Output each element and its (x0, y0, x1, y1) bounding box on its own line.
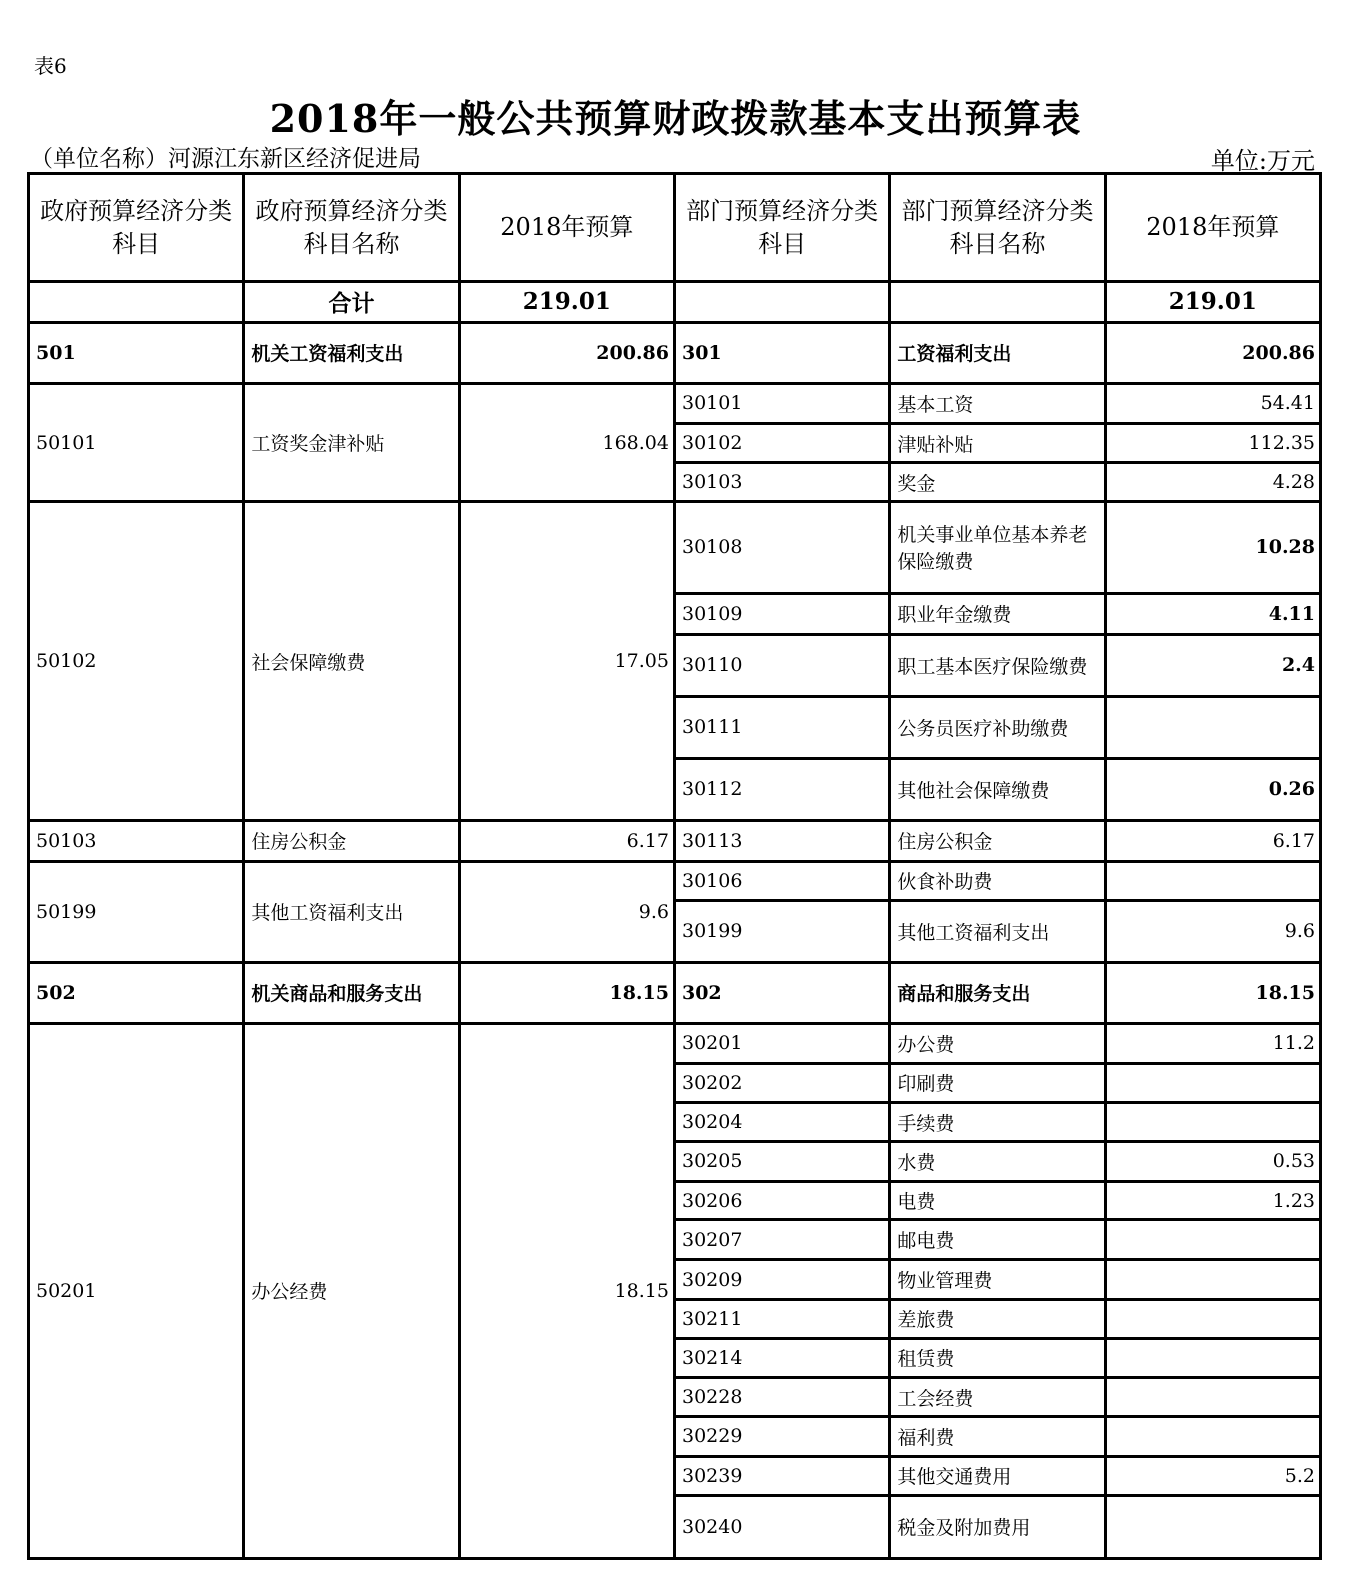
gov-code: 501 (29, 322, 244, 383)
dept-amount (1105, 1338, 1320, 1378)
dept-code: 302 (674, 962, 889, 1023)
dept-name: 住房公积金 (890, 821, 1105, 862)
dept-amount: 0.26 (1105, 758, 1320, 820)
dept-amount (1105, 861, 1320, 900)
dept-code: 30109 (674, 593, 889, 634)
dept-code: 30103 (674, 463, 889, 502)
dept-amount (1105, 1260, 1320, 1300)
dept-code: 30240 (674, 1495, 889, 1558)
table-row (29, 383, 1321, 423)
dept-code: 30214 (674, 1338, 889, 1378)
dept-name: 邮电费 (890, 1220, 1105, 1260)
dept-code: 30101 (674, 383, 889, 423)
dept-name: 津贴补贴 (890, 423, 1105, 463)
gov-name: 工资奖金津补贴 (244, 383, 459, 501)
header-gov-name: 政府预算经济分类科目名称 (244, 174, 459, 282)
total-label: 合计 (244, 282, 459, 323)
gov-amount: 18.15 (459, 1023, 674, 1558)
dept-name: 职业年金缴费 (890, 593, 1105, 634)
gov-code: 502 (29, 962, 244, 1023)
dept-name: 办公费 (890, 1023, 1105, 1063)
total-blank (890, 282, 1105, 323)
dept-name: 福利费 (890, 1417, 1105, 1457)
dept-name: 印刷费 (890, 1063, 1105, 1103)
header-dept-amount: 2018年预算 (1105, 174, 1320, 282)
dept-code: 30209 (674, 1260, 889, 1300)
dept-amount (1105, 1378, 1320, 1417)
dept-code: 30202 (674, 1063, 889, 1103)
dept-amount (1105, 1495, 1320, 1558)
category-row (29, 322, 1321, 383)
dept-amount (1105, 696, 1320, 758)
header-gov-code: 政府预算经济分类科目 (29, 174, 244, 282)
dept-code: 30108 (674, 502, 889, 594)
gov-amount: 200.86 (459, 322, 674, 383)
gov-name: 住房公积金 (244, 821, 459, 862)
dept-code: 30111 (674, 696, 889, 758)
gov-code: 50199 (29, 861, 244, 962)
dept-amount: 5.2 (1105, 1456, 1320, 1495)
dept-name: 其他工资福利支出 (890, 900, 1105, 962)
dept-amount (1105, 1220, 1320, 1260)
dept-amount: 4.28 (1105, 463, 1320, 502)
gov-amount: 168.04 (459, 383, 674, 501)
dept-name: 其他社会保障缴费 (890, 758, 1105, 820)
dept-name: 奖金 (890, 463, 1105, 502)
dept-amount (1105, 1299, 1320, 1338)
gov-code: 50101 (29, 383, 244, 501)
gov-name: 办公经费 (244, 1023, 459, 1558)
total-blank (674, 282, 889, 323)
dept-name: 公务员医疗补助缴费 (890, 696, 1105, 758)
dept-code: 30229 (674, 1417, 889, 1457)
dept-name: 差旅费 (890, 1299, 1105, 1338)
dept-code: 30204 (674, 1103, 889, 1142)
header-gov-amount: 2018年预算 (459, 174, 674, 282)
gov-name: 机关工资福利支出 (244, 322, 459, 383)
dept-code: 30206 (674, 1181, 889, 1220)
dept-name: 电费 (890, 1181, 1105, 1220)
dept-name: 租赁费 (890, 1338, 1105, 1378)
dept-name: 基本工资 (890, 383, 1105, 423)
dept-name: 伙食补助费 (890, 861, 1105, 900)
gov-amount: 18.15 (459, 962, 674, 1023)
dept-amount: 4.11 (1105, 593, 1320, 634)
page-title: 2018年一般公共预算财政拨款基本支出预算表 (269, 96, 1082, 141)
gov-name: 机关商品和服务支出 (244, 962, 459, 1023)
dept-code: 30199 (674, 900, 889, 962)
dept-code: 301 (674, 322, 889, 383)
unit-label: 单位:万元 (1210, 147, 1315, 175)
dept-amount: 112.35 (1105, 423, 1320, 463)
table-row (29, 1023, 1321, 1063)
dept-amount: 0.53 (1105, 1141, 1320, 1181)
table-number: 表6 (34, 54, 67, 78)
dept-name: 水费 (890, 1141, 1105, 1181)
dept-amount: 6.17 (1105, 821, 1320, 862)
unit-name: （单位名称）河源江东新区经济促进局 (30, 146, 421, 172)
dept-amount: 200.86 (1105, 322, 1320, 383)
total-dept-amount: 219.01 (1105, 282, 1320, 323)
total-gov-amount: 219.01 (459, 282, 674, 323)
table-row (29, 861, 1321, 900)
dept-code: 30102 (674, 423, 889, 463)
dept-code: 30201 (674, 1023, 889, 1063)
dept-amount: 2.4 (1105, 634, 1320, 696)
dept-code: 30211 (674, 1299, 889, 1338)
dept-amount: 18.15 (1105, 962, 1320, 1023)
category-row (29, 962, 1321, 1023)
table-row (29, 502, 1321, 594)
dept-amount: 1.23 (1105, 1181, 1320, 1220)
dept-amount: 9.6 (1105, 900, 1320, 962)
gov-code: 50102 (29, 502, 244, 821)
dept-name: 其他交通费用 (890, 1456, 1105, 1495)
dept-code: 30207 (674, 1220, 889, 1260)
dept-amount: 54.41 (1105, 383, 1320, 423)
total-blank (29, 282, 244, 323)
gov-code: 50201 (29, 1023, 244, 1558)
gov-name: 社会保障缴费 (244, 502, 459, 821)
gov-amount: 9.6 (459, 861, 674, 962)
dept-name: 物业管理费 (890, 1260, 1105, 1300)
dept-amount: 11.2 (1105, 1023, 1320, 1063)
total-row (29, 282, 1321, 323)
gov-amount: 17.05 (459, 502, 674, 821)
dept-code: 30228 (674, 1378, 889, 1417)
dept-code: 30112 (674, 758, 889, 820)
dept-amount (1105, 1103, 1320, 1142)
dept-amount (1105, 1063, 1320, 1103)
header-dept-code: 部门预算经济分类科目 (674, 174, 889, 282)
dept-name: 手续费 (890, 1103, 1105, 1142)
header-row (29, 174, 1321, 282)
dept-code: 30239 (674, 1456, 889, 1495)
dept-code: 30205 (674, 1141, 889, 1181)
dept-name: 商品和服务支出 (890, 962, 1105, 1023)
gov-amount: 6.17 (459, 821, 674, 862)
dept-code: 30110 (674, 634, 889, 696)
gov-code: 50103 (29, 821, 244, 862)
dept-name: 职工基本医疗保险缴费 (890, 634, 1105, 696)
header-dept-name: 部门预算经济分类科目名称 (890, 174, 1105, 282)
dept-name: 工资福利支出 (890, 322, 1105, 383)
dept-code: 30106 (674, 861, 889, 900)
dept-code: 30113 (674, 821, 889, 862)
table-row (29, 821, 1321, 862)
dept-name: 工会经费 (890, 1378, 1105, 1417)
budget-table (27, 172, 1322, 1560)
dept-name: 机关事业单位基本养老保险缴费 (890, 502, 1105, 594)
gov-name: 其他工资福利支出 (244, 861, 459, 962)
dept-name: 税金及附加费用 (890, 1495, 1105, 1558)
dept-amount: 10.28 (1105, 502, 1320, 594)
dept-amount (1105, 1417, 1320, 1457)
